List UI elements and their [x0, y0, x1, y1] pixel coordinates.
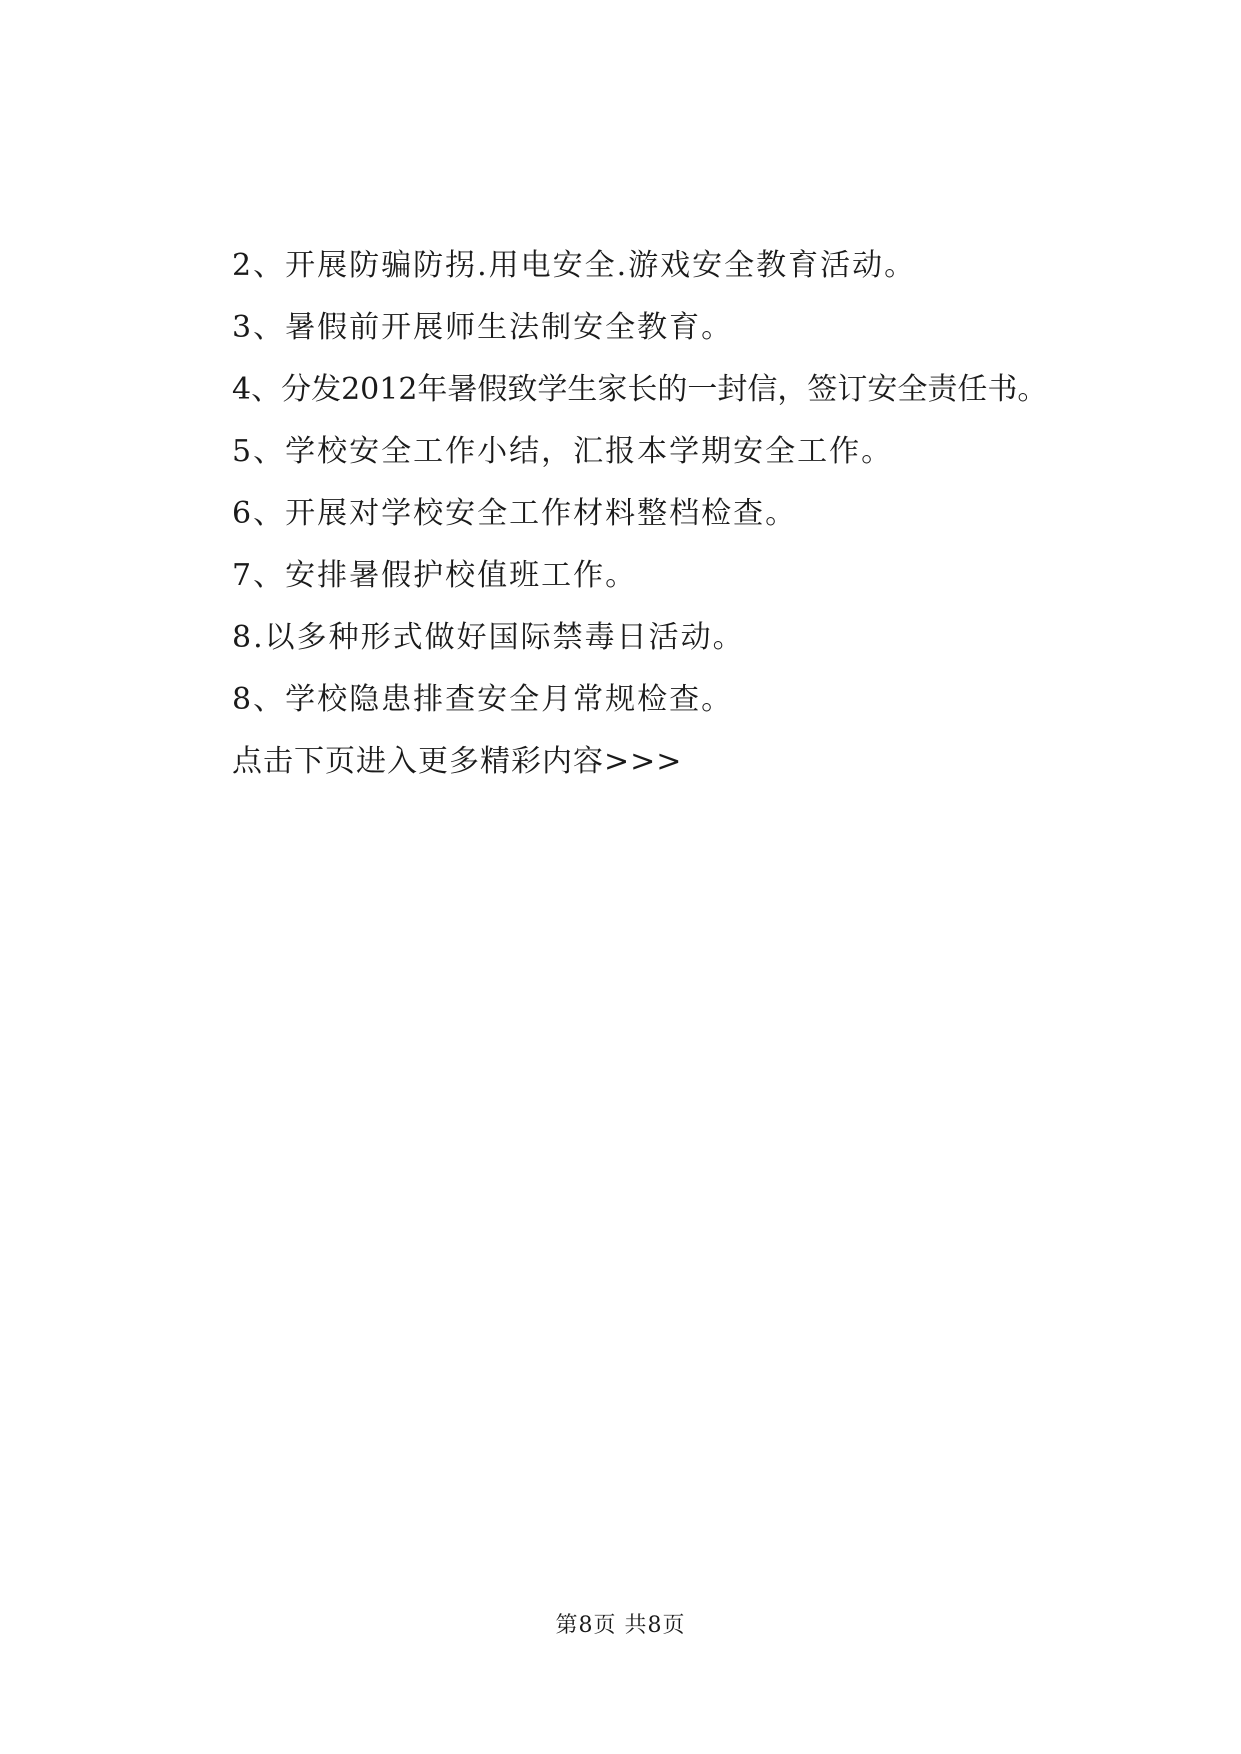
list-item: 2、开展防骗防拐.用电安全.游戏安全教育活动。 [232, 248, 917, 283]
next-page-link[interactable]: 点击下页进入更多精彩内容>>> [232, 744, 683, 779]
list-item: 8、学校隐患排查安全月常规检查。 [232, 682, 734, 717]
page-number-footer: 第8页 共8页 [555, 1613, 686, 1638]
list-item: 3、暑假前开展师生法制安全教育。 [232, 310, 734, 345]
list-item: 6、开展对学校安全工作材料整档检查。 [232, 496, 798, 531]
document-body [232, 235, 1132, 793]
list-item: 5、学校安全工作小结，汇报本学期安全工作。 [232, 434, 894, 469]
list-item: 7、安排暑假护校值班工作。 [232, 558, 638, 593]
list-item: 4、分发2012年暑假致学生家长的一封信，签订安全责任书。 [232, 372, 1048, 407]
list-item: 8.以多种形式做好国际禁毒日活动。 [232, 620, 745, 655]
